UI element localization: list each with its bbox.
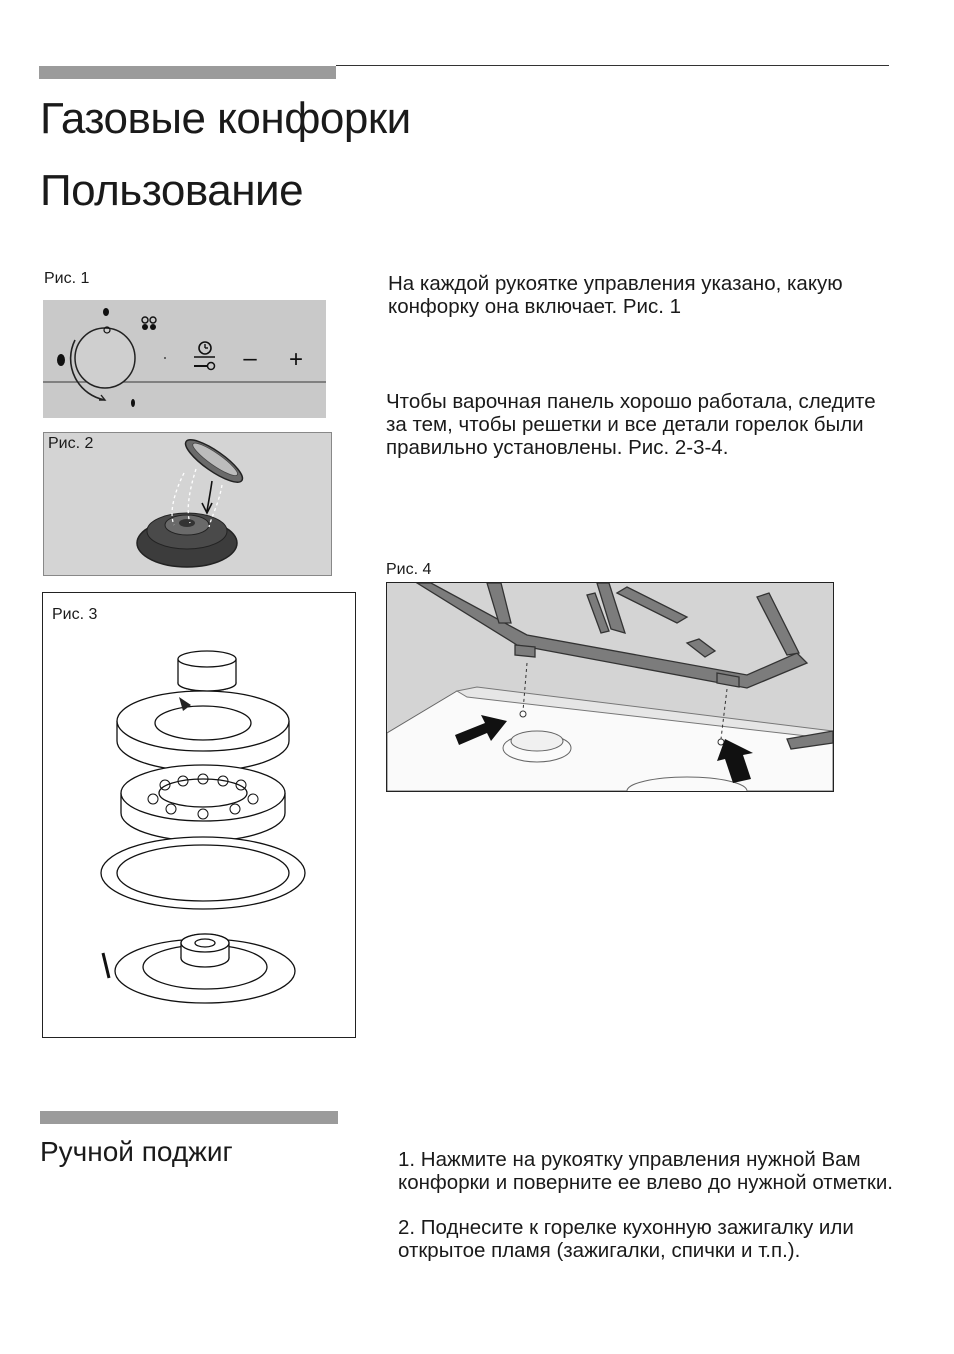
figure-3-burner-exploded	[42, 592, 356, 1038]
assembly-info-paragraph: Чтобы варочная панель хорошо работала, следите за тем, чтобы решетки и все детали горелок были правильно установлены. Рис. 2-3-4.	[386, 390, 876, 459]
page-title: Газовые конфорки	[40, 94, 411, 143]
figure-3-caption: Рис. 3	[52, 606, 98, 623]
figure-4-caption: Рис. 4	[386, 561, 432, 578]
manual-ignition-step-2: 2. Поднесите к горелке кухонную зажигалку или открытое пламя (зажигалки, спички и т.п.).	[398, 1216, 854, 1262]
page-subtitle: Пользование	[40, 166, 304, 215]
minus-symbol: –	[243, 345, 257, 372]
manual-ignition-step-1: 1. Нажмите на рукоятку управления нужной Вам конфорки и поверните ее влево до нужной отметки.	[398, 1148, 893, 1194]
section-rule-thick	[40, 1111, 338, 1124]
figure-4-grate-installation	[386, 582, 834, 792]
knob-info-paragraph: На каждой рукоятке управления указано, какую конфорку она включает. Рис. 1	[388, 272, 843, 318]
plus-symbol: +	[288, 346, 304, 373]
timer-lock-icon	[194, 342, 215, 370]
header-rule-thick	[39, 66, 336, 79]
figure-2-burner-cap	[43, 432, 332, 576]
manual-ignition-title: Ручной поджиг	[40, 1136, 233, 1167]
figure-1-control-panel	[43, 300, 326, 418]
figure-1-caption: Рис. 1	[44, 270, 90, 287]
figure-2-caption: Рис. 2	[48, 435, 94, 452]
header-rule-thin	[336, 65, 889, 66]
